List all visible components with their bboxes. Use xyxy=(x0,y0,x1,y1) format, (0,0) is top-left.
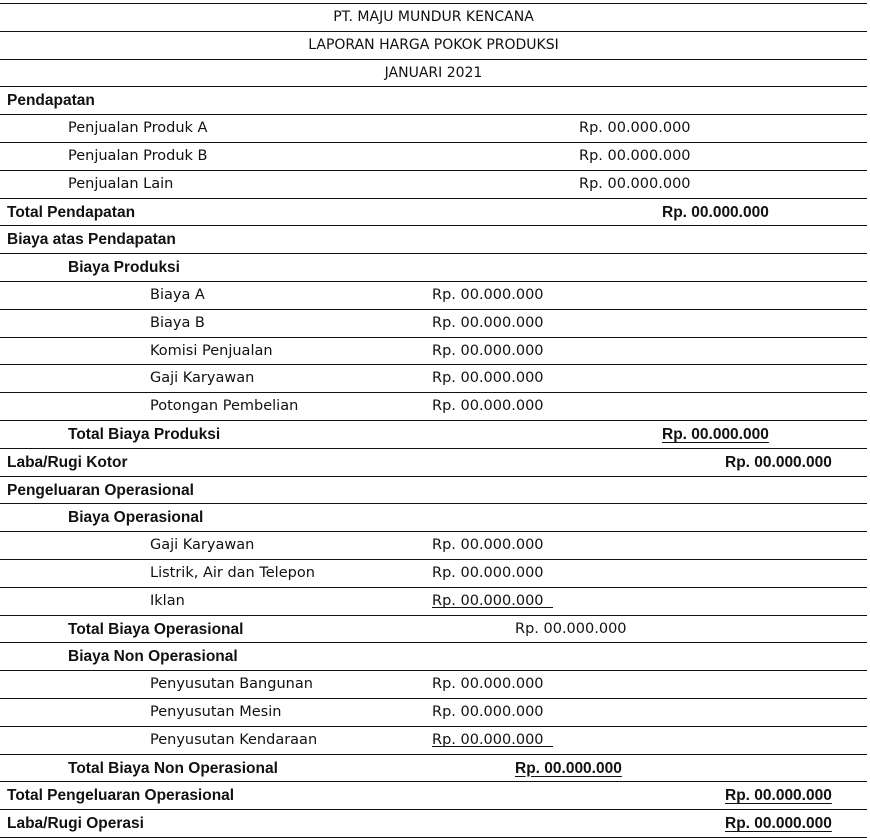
line-item-label: Komisi Penjualan xyxy=(150,342,273,359)
table-row xyxy=(0,365,867,393)
total-value: Rp. 00.000.000 xyxy=(662,203,769,221)
subsection-heading: Biaya Non Operasional xyxy=(68,648,238,666)
table-row xyxy=(0,115,867,143)
line-item-value: Rp. 00.000.000 xyxy=(432,676,544,693)
total-row-biaya-produksi xyxy=(0,421,867,449)
company-name: PT. MAJU MUNDUR KENCANA xyxy=(333,9,534,25)
line-item-value: Rp. 00.000.000 xyxy=(432,398,544,415)
gross-profit-label: Laba/Rugi Kotor xyxy=(7,453,128,471)
header-company-row xyxy=(0,4,867,32)
subsection-heading: Biaya Produksi xyxy=(68,259,180,277)
total-value: Rp. 00.000.000 xyxy=(725,787,832,805)
line-item-value: Rp. 00.000.000 xyxy=(432,370,544,387)
line-item-value: Rp. 00.000.000 xyxy=(432,565,544,581)
total-label: Total Pengeluaran Operasional xyxy=(7,787,235,805)
line-item-label: Penyusutan Kendaraan xyxy=(150,731,318,748)
table-row xyxy=(0,143,867,171)
line-item-value: Rp. 00.000.000 xyxy=(579,120,691,137)
line-item-label: Biaya B xyxy=(150,314,205,331)
subsection-row-biaya-non-operasional xyxy=(0,643,867,671)
line-item-value: Rp. 00.000.000 xyxy=(579,148,691,164)
total-value: Rp. 00.000.000 xyxy=(515,759,622,777)
subsection-row-biaya-operasional xyxy=(0,504,867,532)
table-row xyxy=(0,282,867,310)
operating-profit-label: Laba/Rugi Operasi xyxy=(7,815,144,833)
total-label: Total Biaya Non Operasional xyxy=(68,759,278,777)
line-item-label: Biaya A xyxy=(150,287,205,303)
table-row xyxy=(0,171,867,199)
gross-profit-value: Rp. 00.000.000 xyxy=(725,453,832,471)
total-row-pendapatan xyxy=(0,199,867,227)
total-value: Rp. 00.000.000 xyxy=(662,426,769,443)
operating-profit-row xyxy=(0,810,867,838)
line-item-label: Penjualan Produk A xyxy=(68,120,208,137)
section-heading: Pendapatan xyxy=(7,92,95,110)
line-item-label: Iklan xyxy=(150,592,185,609)
table-row xyxy=(0,393,867,421)
line-item-value: Rp. 00.000.000 xyxy=(579,175,691,192)
line-item-value: Rp. 00.000.000 xyxy=(432,537,544,554)
subtotal-underline xyxy=(432,607,553,608)
table-row xyxy=(0,727,867,755)
line-item-value: Rp. 00.000.000 xyxy=(432,592,544,609)
section-row-pengeluaran-operasional xyxy=(0,477,867,505)
line-item-value: Rp. 00.000.000 xyxy=(432,704,544,720)
table-row xyxy=(0,588,867,616)
line-item-label: Penyusutan Mesin xyxy=(150,704,282,720)
table-row xyxy=(0,310,867,338)
table-row xyxy=(0,671,867,699)
line-item-value: Rp. 00.000.000 xyxy=(432,731,544,748)
total-row-biaya-non-operasional xyxy=(0,755,867,783)
line-item-label: Penyusutan Bangunan xyxy=(150,676,313,693)
operating-profit-value: Rp. 00.000.000 xyxy=(725,815,832,833)
section-row-biaya-atas-pendapatan xyxy=(0,226,867,254)
gross-profit-row xyxy=(0,449,867,477)
line-item-value: Rp. 00.000.000 xyxy=(432,314,544,331)
table-row xyxy=(0,532,867,560)
report-period: JANUARI 2021 xyxy=(384,64,483,81)
subtotal-underline xyxy=(432,746,553,747)
line-item-label: Potongan Pembelian xyxy=(150,398,299,415)
header-title-row xyxy=(0,32,867,60)
header-period-row xyxy=(0,60,867,88)
total-label: Total Biaya Produksi xyxy=(68,426,221,443)
section-heading: Biaya atas Pendapatan xyxy=(7,231,176,249)
table-row xyxy=(0,560,867,588)
subsection-heading: Biaya Operasional xyxy=(68,509,204,527)
total-row-biaya-operasional xyxy=(0,616,867,644)
subsection-row-biaya-produksi xyxy=(0,254,867,282)
section-heading: Pengeluaran Operasional xyxy=(7,481,194,499)
report-title: LAPORAN HARGA POKOK PRODUKSI xyxy=(308,36,559,53)
table-row xyxy=(0,338,867,366)
line-item-label: Listrik, Air dan Telepon xyxy=(150,565,315,581)
line-item-value: Rp. 00.000.000 xyxy=(432,287,544,303)
total-label: Total Pendapatan xyxy=(7,203,136,221)
line-item-label: Gaji Karyawan xyxy=(150,537,255,554)
line-item-label: Penjualan Produk B xyxy=(68,148,208,164)
line-item-value: Rp. 00.000.000 xyxy=(432,342,544,359)
total-value: Rp. 00.000.000 xyxy=(515,620,627,637)
line-item-label: Gaji Karyawan xyxy=(150,370,255,387)
total-label: Total Biaya Operasional xyxy=(68,620,244,638)
section-row-pendapatan xyxy=(0,87,867,115)
table-row xyxy=(0,699,867,727)
total-row-pengeluaran-operasional xyxy=(0,782,867,810)
line-item-label: Penjualan Lain xyxy=(68,175,174,192)
